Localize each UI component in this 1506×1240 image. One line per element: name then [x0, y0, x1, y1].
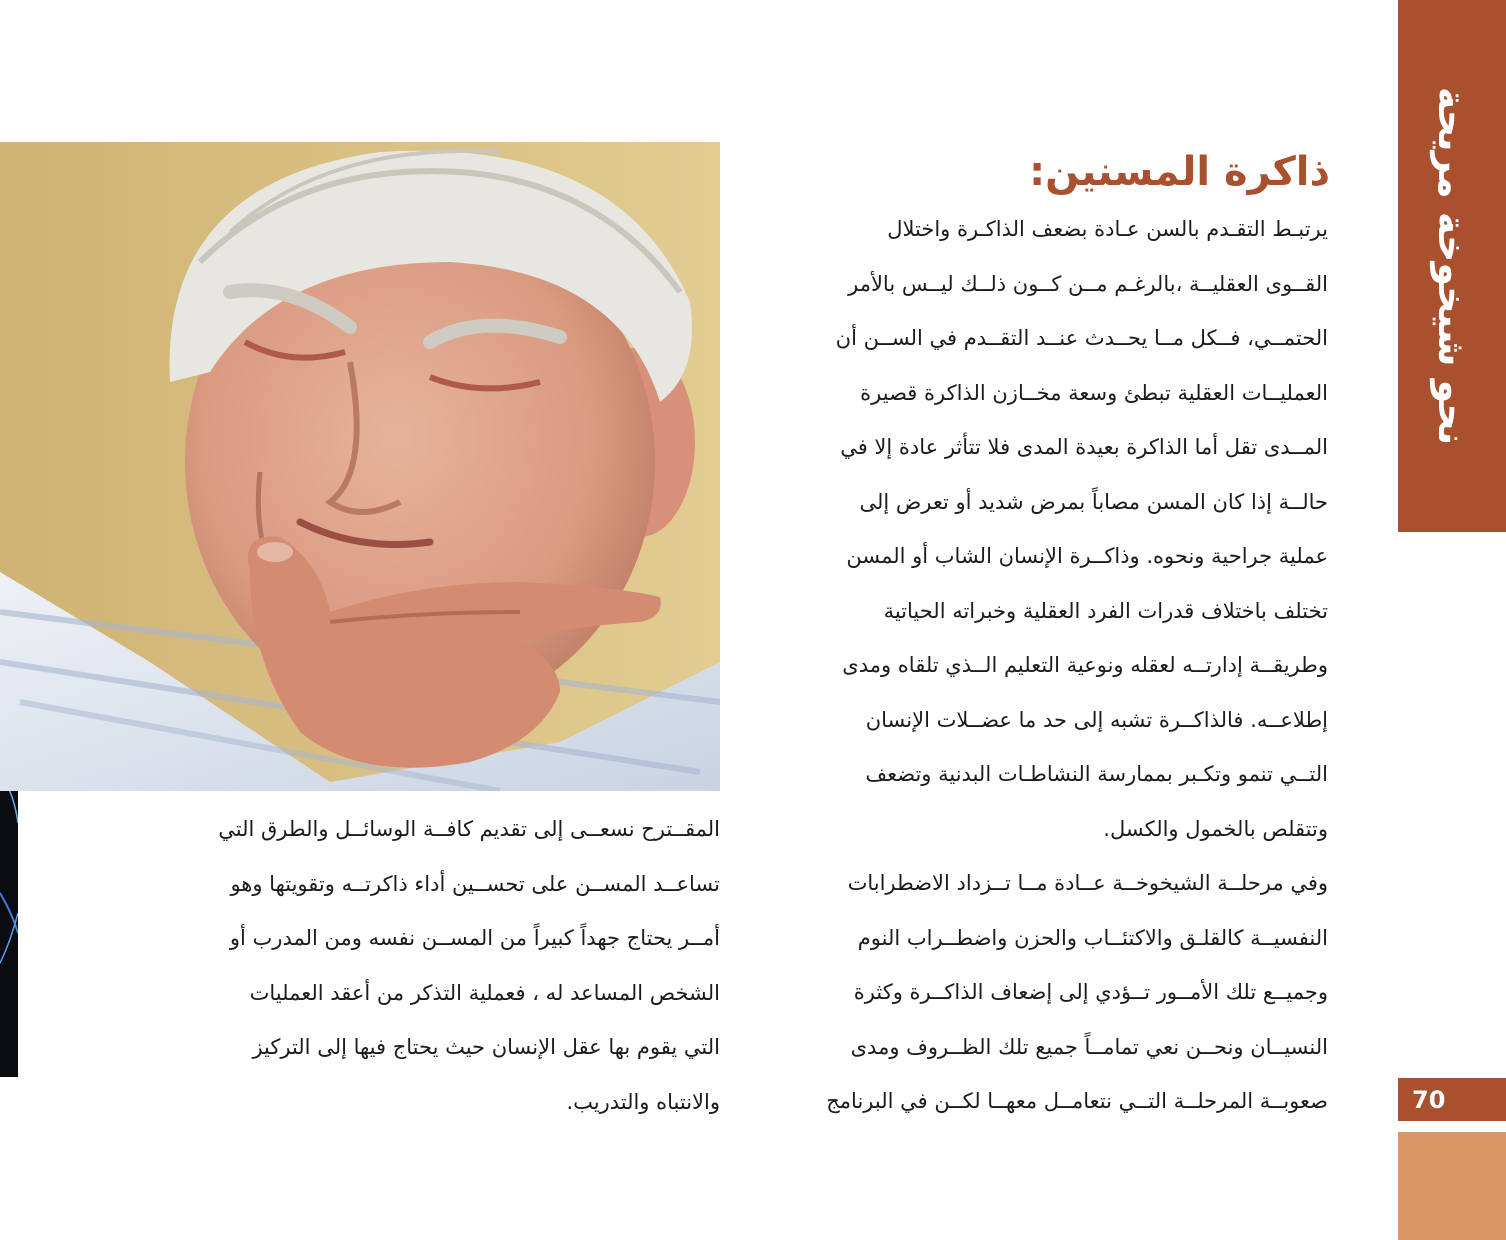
text-line: العمليــات العقلية تبطئ وسعة مخــازن الذاكرة قصيرة [860, 380, 1328, 405]
text-line: إطلاعــه. فالذاكــرة تشبه إلى حد ما عضــلات الإنسان [865, 707, 1328, 732]
section-heading: ذاكرة المسنين: [1029, 149, 1330, 195]
text-line: أمــر يحتاج جهداً كبيراً من المســن نفسه ومن المدرب أو [229, 926, 720, 950]
text-line: الحتمــي، فــكل مــا يحــدث عنــد التقــدم في الســن أن [835, 326, 1328, 350]
text-line: تساعــد المســن على تحســين أداء ذاكرتــه وتقويتها وهو [230, 871, 720, 896]
running-title [1398, 0, 1506, 532]
text-line: النسيــان ونحــن نعي تمامــاً جميع تلك الظــروف ومدى [850, 1034, 1328, 1059]
page-number: 70 [1398, 1078, 1506, 1121]
right-column-text [774, 202, 1328, 1129]
text-line: المــدى تقل أما الذاكرة بعيدة المدى فلا تتأثر عادة إلا في [840, 435, 1328, 459]
text-line: التي يقوم بها عقل الإنسان حيث يحتاج فيها إلى التركيز [252, 1035, 720, 1059]
text-line: التــي تنمو وتكـبر بممارسة النشاطـات البدنية وتضعف [865, 762, 1328, 786]
text-line: وفي مرحلــة الشيخوخــة عــادة مــا تــزداد الاضطرابات [847, 871, 1328, 895]
running-title-text: نحو شيخوخة مريحة [1430, 86, 1475, 446]
text-line: وجميــع تلك الأمــور تــؤدي إلى إضعاف الذاكــرة وكثرة [853, 980, 1328, 1004]
bottom-band [1398, 1132, 1506, 1240]
left-column-text [160, 802, 720, 1129]
text-line: وتتقلص بالخمول والكسل. [1103, 816, 1328, 841]
text-line: تختلف باختلاف قدرات الفرد العقلية وخبراته الحياتية [883, 598, 1328, 623]
elderly-man-photo [0, 142, 720, 791]
text-line: وطريقــة إدارتــه لعقله ونوعية التعليم الــذي تلقاه ومدى [842, 653, 1328, 677]
text-line: القــوى العقليــة ،بالرغـم مــن كــون ذلــك ليــس بالأمر [848, 271, 1328, 296]
text-line: يرتبـط التقـدم بالسن عـادة بضعف الذاكـرة واختلال [887, 217, 1328, 241]
text-line: حالــة إذا كان المسن مصاباً بمرض شديد أو تعرض إلى [859, 489, 1328, 514]
text-line: الشخص المساعد له ، فعملية التذكر من أعقد العمليات [249, 980, 720, 1005]
text-line: عملية جراحية ونحوه. وذاكــرة الإنسان الشاب أو المسن [846, 544, 1328, 568]
text-line: والانتباه والتدريب. [566, 1089, 720, 1114]
text-line: النفسيــة كالقلـق والاكتئــاب والحزن واضطــراب النوم [857, 925, 1328, 950]
text-line: صعوبــة المرحلــة التــي نتعامــل معهــا لكــن في البرنامج [826, 1089, 1328, 1113]
text-line: المقــترح نسعــى إلى تقديم كافــة الوسائــل والطرق التي [218, 817, 720, 841]
